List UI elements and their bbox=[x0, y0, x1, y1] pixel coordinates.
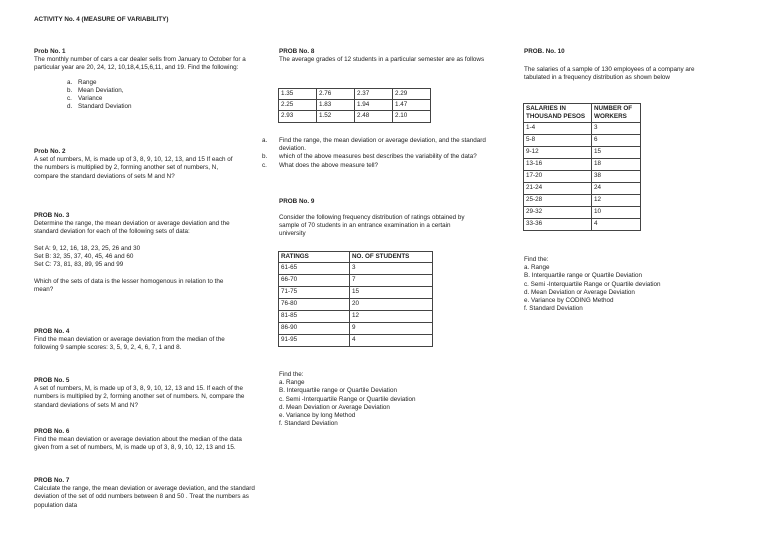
prob-1 bbox=[34, 48, 262, 111]
grades-table bbox=[278, 88, 431, 123]
table-header bbox=[524, 104, 641, 123]
table-row: 1-4 3 bbox=[524, 123, 641, 135]
table-cell: 1.94 bbox=[355, 100, 393, 111]
table-cell: 2.76 bbox=[317, 89, 355, 100]
prob-2-heading: Prob No. 2 bbox=[34, 148, 66, 155]
prob-9-text: Consider the following frequency distribution of ratings obtained by sample of 70 students in an entrance examination in a certain university bbox=[279, 214, 465, 238]
prob-8 bbox=[279, 48, 494, 64]
table-row: 76-80 20 bbox=[279, 299, 433, 311]
prob-6 bbox=[34, 428, 256, 453]
prob-2-text: A set of numbers, M, is made up of 3, 8, 9, 10, 12, 13, and 15 If each of the numbers is multiplied by 2, forming another set of numbers, N, compare the standard deviations of sets M and N? bbox=[34, 156, 233, 180]
workers-header: NUMBER OF WORKERS bbox=[592, 104, 641, 123]
table-row bbox=[279, 89, 431, 100]
table-cell: 2.37 bbox=[355, 89, 393, 100]
students-header: NO. OF STUDENTS bbox=[350, 252, 433, 263]
prob-6-text: Find the mean deviation or average deviation about the median of the data given from a set of numbers, M, is made up of 3, 8, 9, 10, 12, 13 and 15. bbox=[34, 436, 242, 452]
prob-7-heading: PROB No. 7 bbox=[34, 477, 70, 484]
prob-8-heading: PROB No. 8 bbox=[279, 48, 315, 55]
list-item: b. Mean Deviation, bbox=[67, 86, 124, 94]
set-b: Set B: 32, 35, 37, 40, 45, 46 and 60 bbox=[34, 252, 134, 260]
prob-5 bbox=[34, 377, 256, 410]
prob-5-text: A set of numbers, M, is made up of 3, 8, 9, 10, 12, 13 and 15. If each of the numbers is multiplied by 2, forming another set of numbers. N, compare the standard deviations of sets M and N? bbox=[34, 385, 245, 409]
prob-3 bbox=[34, 212, 240, 294]
table-row: 21-24 24 bbox=[524, 183, 641, 195]
table-row: 17-20 38 bbox=[524, 171, 641, 183]
prob-9-find: Find the: a. Range B. Interquartile range or Quartile Deviation c. Semi -Interquartile Range or Quartile deviation d. Mean Deviation or Average Deviation e. Variance by long Method f. Standard Deviation bbox=[279, 371, 416, 428]
prob-2 bbox=[34, 148, 240, 181]
salaries-header: SALARIES IN THOUSAND PESOS bbox=[524, 104, 592, 123]
list-item: c. What does the above measure tell? bbox=[262, 161, 379, 169]
table-row: 61-65 3 bbox=[279, 263, 433, 275]
prob-10-text: The salaries of a sample of 130 employees of a company are tabulated in a frequency distribution as shown below bbox=[524, 66, 695, 82]
table-row: 29-32 10 bbox=[524, 207, 641, 219]
table-row: 13-16 18 bbox=[524, 159, 641, 171]
prob-4 bbox=[34, 328, 246, 353]
table-cell: 1.47 bbox=[393, 100, 431, 111]
list-item: a. Range bbox=[67, 78, 97, 86]
prob-9-heading: PROB No. 9 bbox=[279, 198, 315, 205]
prob-8-list bbox=[262, 137, 504, 170]
table-row: 66-70 7 bbox=[279, 275, 433, 287]
table-row: 71-75 15 bbox=[279, 287, 433, 299]
prob-10-heading: PROB. No. 10 bbox=[524, 48, 565, 55]
table-row: 5-8 6 bbox=[524, 135, 641, 147]
table-cell: 2.48 bbox=[355, 111, 393, 122]
table-row: 33-36 4 bbox=[524, 219, 641, 231]
prob-3-question: Which of the sets of data is the lesser homogenous in relation to the mean? bbox=[34, 278, 224, 294]
table-cell: 1.35 bbox=[279, 89, 317, 100]
table-row bbox=[279, 111, 431, 122]
table-cell: 2.93 bbox=[279, 111, 317, 122]
prob-4-text: Find the mean deviation or average deviation from the median of the following 9 sample scores: 3, 5, 9, 2, 4, 6, 7, 1 and 8. bbox=[34, 336, 225, 352]
ratings-table bbox=[278, 251, 433, 347]
table-row: 81-85 12 bbox=[279, 311, 433, 323]
prob-1-list bbox=[67, 79, 262, 112]
table-cell: 2.10 bbox=[393, 111, 431, 122]
page-title: ACTIVITY No. 4 (MEASURE OF VARIABILITY) bbox=[34, 16, 169, 23]
prob-4-heading: PROB No. 4 bbox=[34, 328, 70, 335]
salaries-table bbox=[523, 103, 641, 231]
set-c: Set C: 73, 81, 83, 89, 95 and 99 bbox=[34, 260, 124, 268]
table-cell: 1.52 bbox=[317, 111, 355, 122]
table-row: 91-95 4 bbox=[279, 335, 433, 347]
list-item: c. Variance bbox=[67, 94, 103, 102]
prob-7 bbox=[34, 477, 262, 510]
list-item: d. Standard Deviation bbox=[67, 103, 132, 111]
table-cell: 1.83 bbox=[317, 100, 355, 111]
prob-10-find: Find the: a. Range B. Interquartile range or Quartile Deviation c. Semi -Interquartile Range or Quartile deviation d. Mean Deviation or Average Deviation e. Variance by CODING Method f. Standard Deviation bbox=[524, 256, 661, 313]
table-row: 9-12 15 bbox=[524, 147, 641, 159]
prob-8-text: The average grades of 12 students in a particular semester are as follows bbox=[279, 56, 485, 64]
list-item: b. which of the above measures best describes the variability of the data? bbox=[262, 153, 477, 161]
table-row: 86-90 9 bbox=[279, 323, 433, 335]
table-row bbox=[279, 100, 431, 111]
prob-3-heading: PROB No. 3 bbox=[34, 212, 70, 219]
prob-1-heading: Prob No. 1 bbox=[34, 48, 66, 55]
prob-7-text: Calculate the range, the mean deviation or average deviation, and the standard deviation of the set of odd numbers between 8 and 50 . Treat the numbers as population data bbox=[34, 485, 255, 509]
prob-6-heading: PROB No. 6 bbox=[34, 428, 70, 435]
table-cell: 2.29 bbox=[393, 89, 431, 100]
table-row: 25-28 12 bbox=[524, 195, 641, 207]
list-item: a. Find the range, the mean deviation or average deviation, and the standard deviation. bbox=[262, 137, 486, 153]
table-cell: 2.25 bbox=[279, 100, 317, 111]
set-a: Set A: 9, 12, 16, 18, 23, 25, 26 and 30 bbox=[34, 244, 141, 252]
table-header bbox=[279, 252, 433, 263]
prob-5-heading: PROB No. 5 bbox=[34, 377, 70, 384]
prob-1-text: The monthly number of cars a car dealer sells from January to October for a particular year are 20, 24, 12, 10,18,4,15,6,11, and 19. Find the following: bbox=[34, 56, 246, 72]
ratings-header: RATINGS bbox=[279, 252, 350, 263]
prob-3-text: Determine the range, the mean deviation or average deviation and the standard deviation for each of the following sets of data: bbox=[34, 220, 230, 236]
